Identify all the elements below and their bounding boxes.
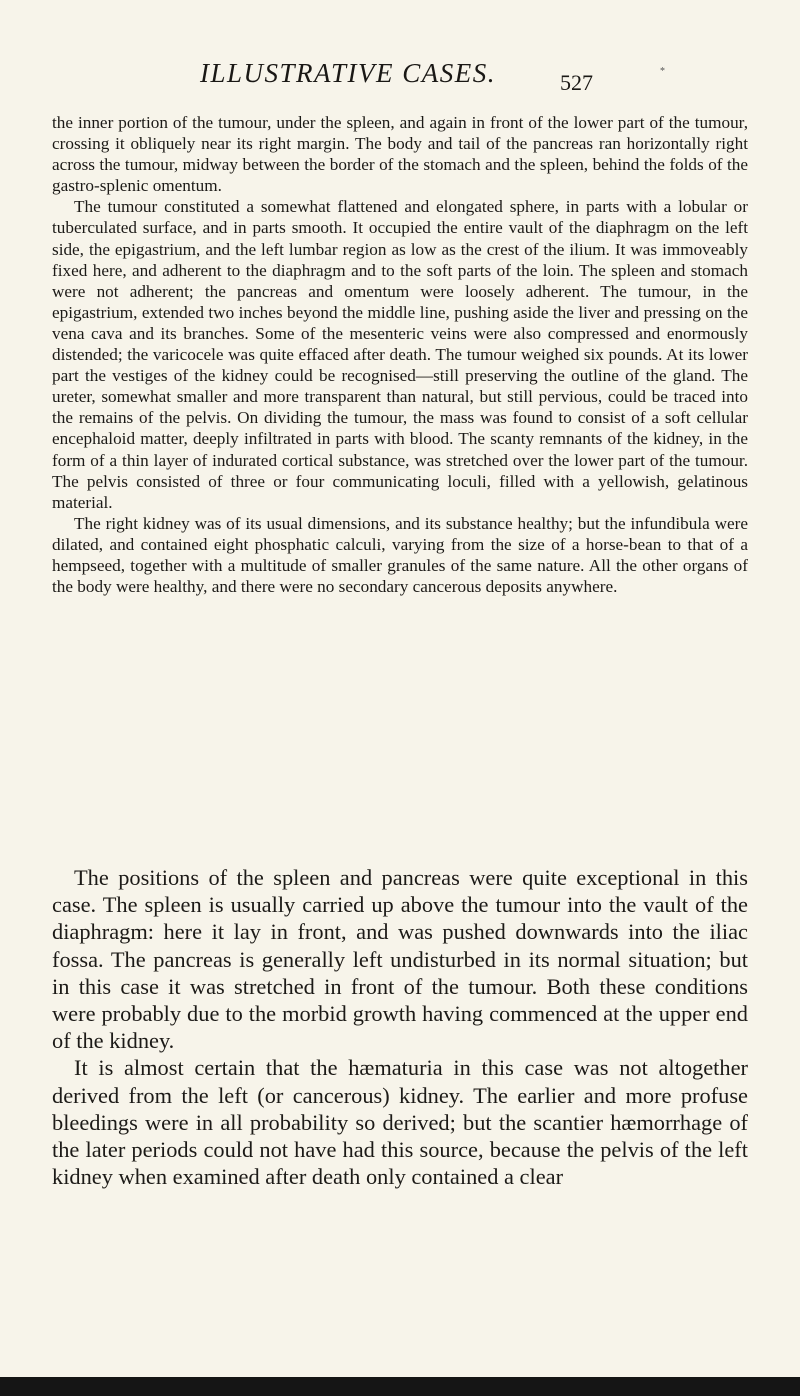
running-title: ILLUSTRATIVE CASES. [200,58,497,88]
paragraph-continuation: the inner portion of the tumour, under the spleen, and again in front of the lower part of the tumour, crossing it obliquely near its right margin. The body and tail of the pancreas ran horizontally right across the tumour, midway between the border of the stomach and the spleen, behind the folds of the gastro-splenic omentum. [52,113,748,196]
paragraph-right-kidney: The right kidney was of its usual dimensions, and its substance healthy; but the infundibula were dilated, and contained eight phosphatic calculi, varying from the size of a horse-bean to that of a hempseed, together with a multitude of smaller granules of the same nature. All the other organs of the body were healthy, and there were no secondary cancerous deposits anywhere. [52,513,748,597]
case-notes-small-type [52,112,748,597]
page-number: 527 [560,70,593,95]
paragraph-tumour-description: The tumour constituted a somewhat flattened and elongated sphere, in parts with a lobular or tuberculated surface, and in parts smooth. It occupied the entire vault of the diaphragm on the left side, the epigastrium, and the left lumbar region as low as the crest of the ilium. It was immoveably fixed here, and adherent to the diaphragm and to the soft parts of the loin. The spleen and stomach were not adherent; the pancreas and omentum were loosely adherent. The tumour, in the epigastrium, extended two inches beyond the middle line, pushing aside the liver and pressing on the vena cava and its branches. Some of the mesenteric veins were also compressed and enormously distended; the varicocele was quite effaced after death. The tumour weighed six pounds. At its lower part the vestiges of the kidney could be recognised—still preserving the outline of the gland. The ureter, somewhat smaller and more transparent than natural, but still pervious, could be traced into the remains of the pelvis. On dividing the tumour, the mass was found to consist of a soft cellular encephaloid matter, deeply infiltrated in parts with blood. The scanty remnants of the kidney, in the form of a thin layer of indurated cortical substance, was stretched over the lower part of the tumour. The pelvis consisted of three or four communicating loculi, filled with a yellowish, gelatinous material. [52,197,748,512]
paragraph-spleen-pancreas: The positions of the spleen and pancreas were quite exceptional in this case. The spleen is usually carried up above the tumour into the vault of the diaphragm: here it lay in front, and was pushed downwards into the iliac fossa. The pancreas is generally left undisturbed in its normal situation; but in this case it was stretched in front of the tumour. Both these conditions were probably due to the morbid growth having commenced at the upper end of the kidney. [52,865,748,1054]
margin-mark: * [660,66,665,77]
commentary-large-type [52,864,748,1190]
scan-edge-bar [0,1377,800,1396]
paragraph-haematuria: It is almost certain that the hæmaturia in this case was not altogether derived from the left (or cancerous) kidney. The earlier and more profuse bleedings were in all probability so derived; but the scantier hæmorrhage of the later periods could not have had this source, because the pelvis of the left kidney when examined after death only contained a clear [52,1055,748,1190]
